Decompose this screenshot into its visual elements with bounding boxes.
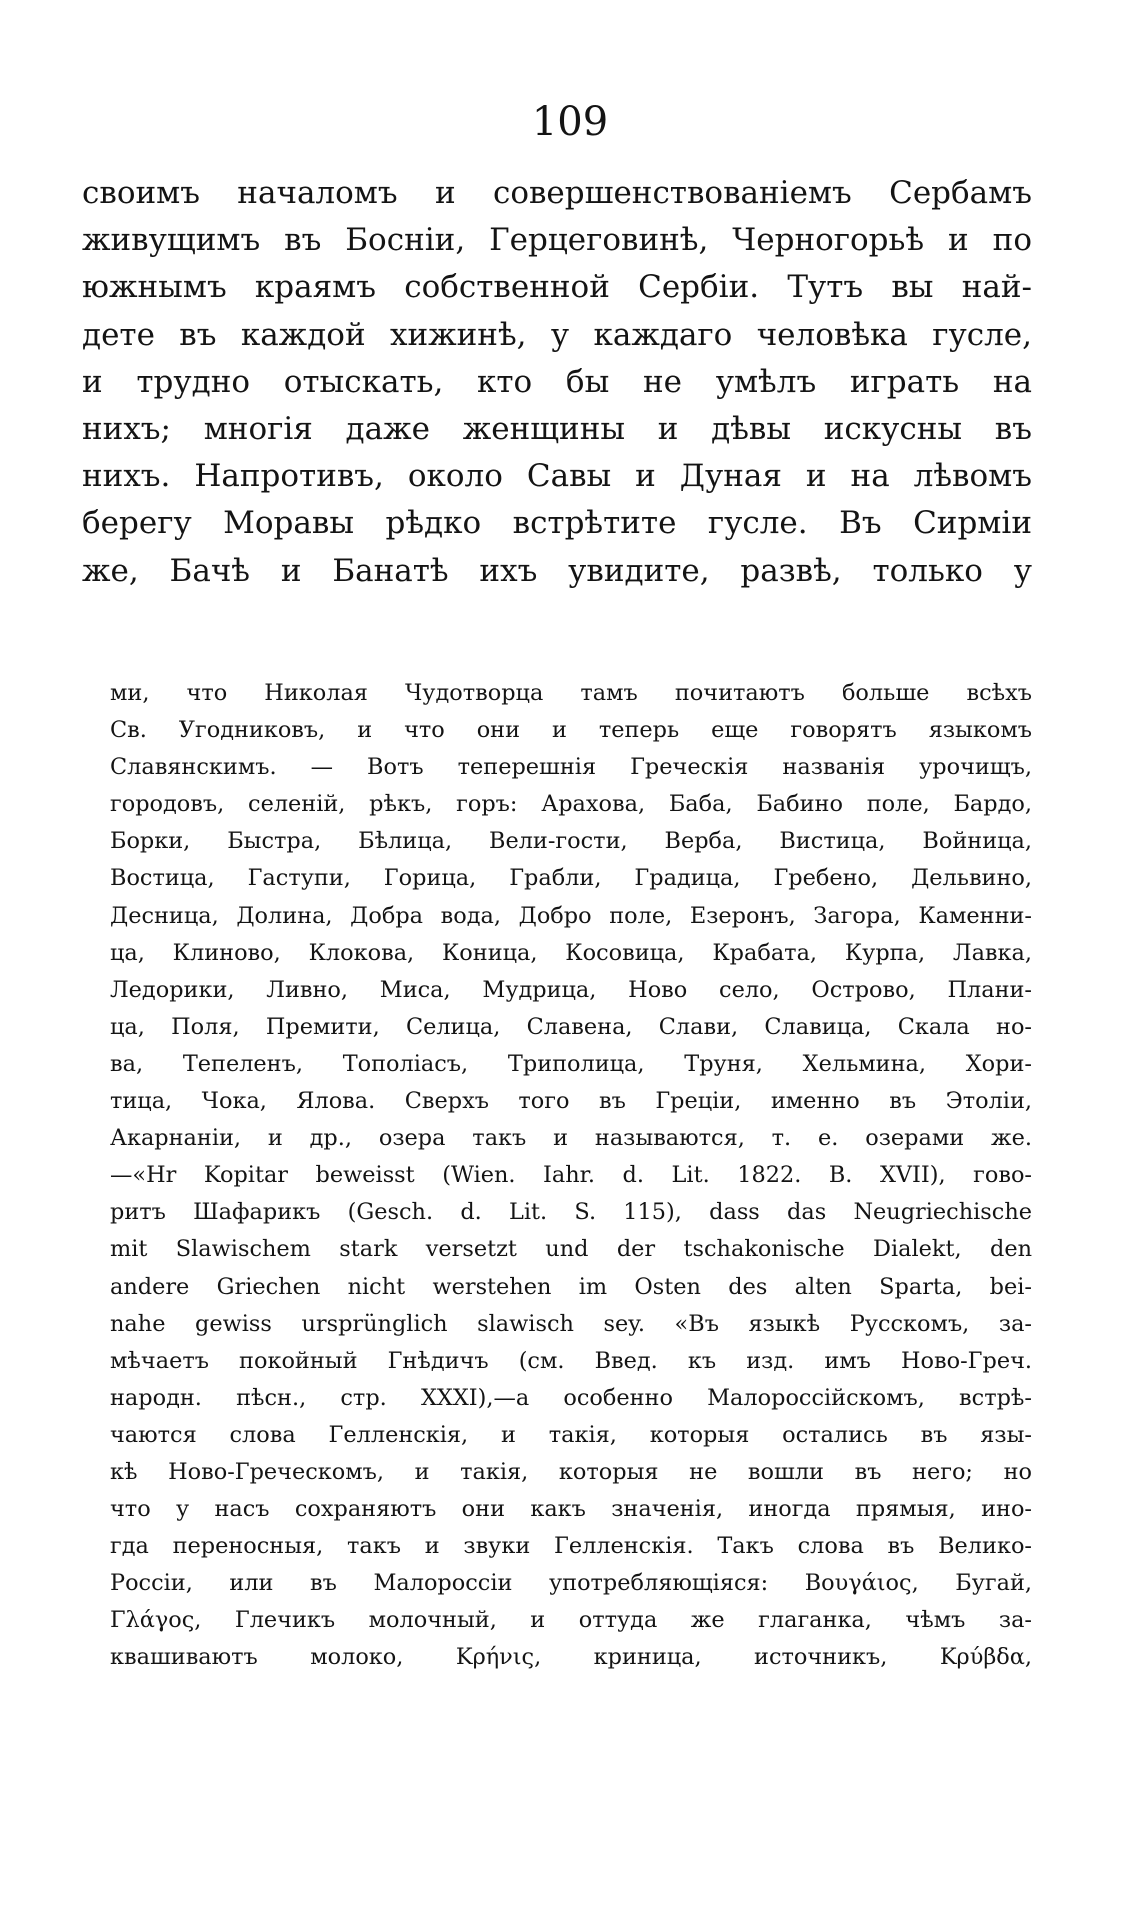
main-text-line: нихъ. Напротивъ, около Савы и Дуная и на лѣвомъ [82,458,1032,495]
main-text-line: и трудно отыскать, кто бы не умѣлъ играть на [82,363,1032,400]
footnote-block [110,675,1032,1677]
footnote-line: ца, Клиново, Клокова, Коница, Косовица, Крабата, Курпа, Лавка, [110,939,1032,966]
main-text-line: нихъ; многія даже женщины и дѣвы искусны въ [82,410,1032,447]
footnote-line: квашиваютъ молоко, Κρήνις, криница, источникъ, Κρύβδα, [110,1644,1032,1671]
footnote-line: —«Hr Kopitar beweisst (Wien. Iahr. d. Lit. 1822. B. XVII), гово- [110,1162,1032,1189]
footnote-line: ца, Поля, Премити, Селица, Славена, Слави, Славица, Скала но- [110,1013,1032,1040]
page-number: 109 [531,99,609,145]
footnote-line: ва, Тепеленъ, Тополіасъ, Триполица, Труня, Хельмина, Хори- [110,1050,1032,1077]
footnote-line: тица, Чока, Ялова. Сверхъ того въ Греціи, именно въ Этоліи, [110,1088,1032,1115]
main-text-line: берегу Моравы рѣдко встрѣтите гусле. Въ Сирміи [82,505,1032,542]
footnote-line: мѣчаетъ покойный Гнѣдичъ (см. Введ. къ изд. имъ Ново-Греч. [110,1347,1032,1374]
footnote-line: гда переносныя, такъ и звуки Гелленскія. Такъ слова въ Велико- [110,1533,1032,1560]
footnote-line: городовъ, селеній, рѣкъ, горъ: Арахова, Баба, Бабино поле, Бардо, [110,791,1032,818]
footnote-line: Россіи, или въ Малороссіи употребляющіяся: Βουγάιος, Бугай, [110,1570,1032,1597]
footnote-line: mit Slawischem stark versetzt und der tschakonische Dialekt, den [110,1236,1032,1263]
footnote-line: ритъ Шафарикъ (Gesch. d. Lit. S. 115), dass das Neugriechische [110,1199,1032,1226]
footnote-line: Св. Угодниковъ, и что они и теперь еще говорятъ языкомъ [110,717,1032,744]
footnote-line: Борки, Быстра, Бѣлица, Вели-гости, Верба, Вистица, Войница, [110,828,1032,855]
main-text-block [82,170,1032,595]
main-text-line: живущимъ въ Босніи, Герцеговинѣ, Черногорьѣ и по [82,222,1032,259]
footnote-line: andere Griechen nicht werstehen im Osten des alten Sparta, bei- [110,1273,1032,1300]
footnote-line: Востица, Гаступи, Горица, Грабли, Градица, Гребено, Дельвино, [110,865,1032,892]
main-text-line: же, Бачѣ и Банатѣ ихъ увидите, развѣ, только у [82,552,1032,589]
footnote-line: Ледорики, Ливно, Миса, Мудрица, Ново село, Острово, Плани- [110,976,1032,1003]
main-text-line: дете въ каждой хижинѣ, у каждаго человѣка гусле, [82,316,1032,353]
footnote-line: народн. пѣсн., стр. XXXI),—а особенно Малороссійскомъ, встрѣ- [110,1384,1032,1411]
footnote-line: Десница, Долина, Добра вода, Добро поле, Езеронъ, Загора, Каменни- [110,902,1032,929]
footnote-line: Γλάγος, Глечикъ молочный, и оттуда же глаганка, чѣмъ за- [110,1607,1032,1634]
footnote-line: nahe gewiss ursprünglich slawisch sey. «Въ языкѣ Русскомъ, за- [110,1310,1032,1337]
main-text-line: своимъ началомъ и совершенствованіемъ Сербамъ [82,175,1032,211]
footnote-line: Славянскимъ. — Вотъ теперешнія Греческія названія урочищъ, [110,754,1032,781]
footnote-line: Акарнаніи, и др., озера такъ и называются, т. е. озерами же. [110,1125,1032,1152]
main-text-line: южнымъ краямъ собственной Сербіи. Тутъ вы най- [82,269,1032,306]
footnote-line: что у насъ сохраняютъ они какъ значенія, иногда прямыя, ино- [110,1496,1032,1523]
footnote-line: ми, что Николая Чудотворца тамъ почитаютъ больше всѣхъ [110,680,1032,706]
footnote-line: чаются слова Гелленскія, и такія, которыя остались въ язы- [110,1421,1032,1448]
footnote-line: кѣ Ново-Греческомъ, и такія, которыя не вошли въ него; но [110,1458,1032,1485]
